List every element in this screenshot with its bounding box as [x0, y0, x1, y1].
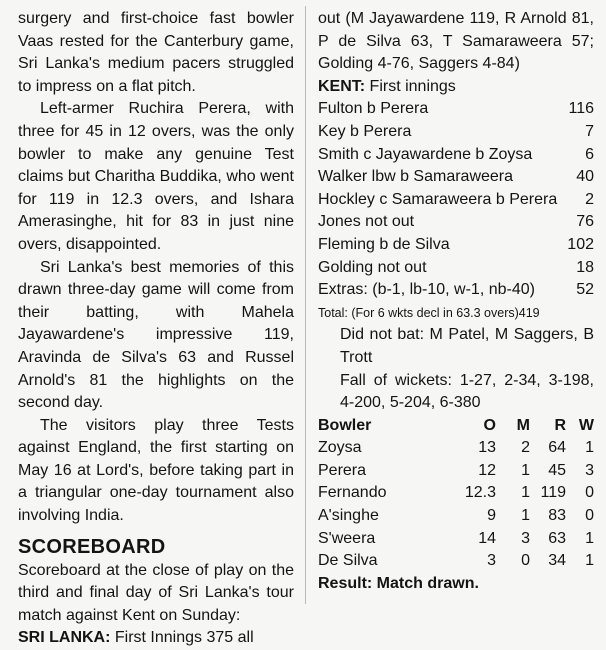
- overs: 13: [478, 439, 496, 457]
- batting-row: [318, 257, 594, 280]
- bowler-name: Fernando: [318, 484, 387, 502]
- runs-conceded: 63: [548, 529, 566, 547]
- batting-row: [318, 189, 594, 212]
- batting-row: [318, 234, 594, 257]
- batsman-name: Hockley c Samaraweera b Perera: [318, 190, 558, 208]
- batting-row: [318, 279, 594, 302]
- overs: 12.3: [464, 484, 496, 502]
- batsman-name: Jones not out: [318, 213, 415, 231]
- batsman-name: Extras: (b-1, lb-10, w-1, nb-40): [318, 281, 535, 299]
- kent-label: KENT:: [318, 77, 366, 95]
- bowling-row: [318, 437, 594, 460]
- batsman-name: Fulton b Perera: [318, 100, 429, 118]
- bowling-header: O: [483, 416, 496, 434]
- fall-of-wickets: Fall of wickets: 1-27, 2-34, 3-198, 4-200, 5-204, 6-380: [340, 371, 594, 412]
- batsman-runs: 6: [585, 145, 594, 163]
- overs: 12: [478, 461, 496, 479]
- batting-scorecard: [318, 98, 594, 301]
- maidens: 1: [521, 461, 530, 479]
- bowler-name: Zoysa: [318, 439, 362, 457]
- did-not-bat: Did not bat: M Patel, M Saggers, B Trott: [340, 326, 594, 366]
- bowling-figures-table: [318, 415, 594, 573]
- maidens: 0: [521, 552, 530, 570]
- wickets: 1: [585, 529, 594, 547]
- kent-innings-heading: [318, 76, 594, 99]
- batsman-runs: 40: [576, 168, 594, 186]
- sri-lanka-label: SRI LANKA:: [18, 629, 111, 647]
- article-paragraph: Sri Lanka's best memories of this drawn three-day game will come from their batting, with Mahela Jayawardene's impressive 119, Aravinda de Silva's 63 and Russel Arnold's 81 the highlights on the second day.: [18, 258, 294, 412]
- maidens: 1: [521, 484, 530, 502]
- bowling-header: W: [578, 416, 594, 434]
- bowler-name: Perera: [318, 461, 367, 479]
- maidens: 3: [521, 529, 530, 547]
- bowler-name: S'weera: [318, 529, 376, 547]
- bowling-header: Bowler: [318, 416, 372, 434]
- scoreboard-intro: Scoreboard at the close of play on the third and final day of Sri Lanka's tour match against Kent on Sunday:: [18, 561, 294, 624]
- bowling-header: R: [554, 416, 566, 434]
- bowler-name: A'singhe: [318, 507, 379, 525]
- batsman-name: Fleming b de Silva: [318, 235, 450, 253]
- bowling-header-row: [318, 415, 594, 438]
- match-result: Result: Match drawn.: [318, 574, 479, 592]
- wickets: 3: [585, 461, 594, 479]
- batsman-runs: 116: [568, 100, 594, 118]
- article-paragraph: Left-armer Ruchira Perera, with three for 45 in 12 overs, was the only bowler to make any genuine Test claims but Charitha Buddika, who went for 119 in 12.3 overs, and Ishara Amerasinghe, hit for 83 in just nine overs, disappointed.: [18, 100, 294, 253]
- batsman-name: Smith c Jayawardene b Zoysa: [318, 145, 533, 163]
- overs: 9: [487, 507, 496, 525]
- batsman-runs: 52: [576, 281, 594, 299]
- batting-row: [318, 166, 594, 189]
- article-paragraph: surgery and first-choice fast bowler Vaas rested for the Canterbury game, Sri Lanka's medium pacers struggled to impress on a flat pitch.: [18, 10, 294, 95]
- runs-conceded: 34: [548, 552, 566, 570]
- right-column: [318, 8, 594, 595]
- bowling-row: [318, 550, 594, 573]
- wickets: 0: [585, 507, 594, 525]
- sri-lanka-innings-continued: out (M Jayawardene 119, R Arnold 81, P de Silva 63, T Samaraweera 57; Golding 4-76, Saggers 4-84): [318, 10, 594, 73]
- batsman-name: Golding not out: [318, 258, 427, 276]
- maidens: 2: [521, 439, 530, 457]
- column-divider: [305, 6, 306, 604]
- overs: 14: [478, 529, 496, 547]
- batting-row: [318, 144, 594, 167]
- bowling-row: [318, 482, 594, 505]
- runs-conceded: 83: [548, 507, 566, 525]
- wickets: 1: [585, 552, 594, 570]
- batsman-runs: 102: [567, 235, 594, 253]
- batsman-runs: 2: [585, 190, 594, 208]
- article-paragraph: The visitors play three Tests against England, the first starting on May 16 at Lord's, before taking part in a triangular one-day tournament also involving India.: [18, 416, 294, 525]
- runs-conceded: 45: [548, 461, 566, 479]
- overs: 3: [487, 552, 496, 570]
- innings-total: Total: (For 6 wkts decl in 63.3 overs)419: [318, 305, 540, 320]
- batsman-runs: 18: [576, 258, 594, 276]
- sri-lanka-text: First Innings 375 all: [110, 629, 254, 647]
- batsman-runs: 7: [585, 122, 594, 140]
- bowling-row: [318, 460, 594, 483]
- runs-conceded: 119: [540, 484, 566, 502]
- sri-lanka-innings-start: [18, 627, 294, 650]
- wickets: 0: [585, 484, 594, 502]
- batsman-runs: 76: [576, 213, 594, 231]
- bowling-row: [318, 528, 594, 551]
- batting-row: [318, 98, 594, 121]
- batting-row: [318, 211, 594, 234]
- batting-row: [318, 121, 594, 144]
- bowler-name: De Silva: [318, 552, 378, 570]
- bowling-row: [318, 505, 594, 528]
- batsman-name: Walker lbw b Samaraweera: [318, 168, 514, 186]
- scoreboard-heading: SCOREBOARD: [18, 535, 166, 558]
- left-column: [18, 8, 294, 650]
- batsman-name: Key b Perera: [318, 122, 412, 140]
- maidens: 1: [521, 507, 530, 525]
- runs-conceded: 64: [548, 439, 566, 457]
- kent-text: First innings: [365, 77, 456, 95]
- bowling-header: M: [516, 416, 530, 434]
- wickets: 1: [585, 439, 594, 457]
